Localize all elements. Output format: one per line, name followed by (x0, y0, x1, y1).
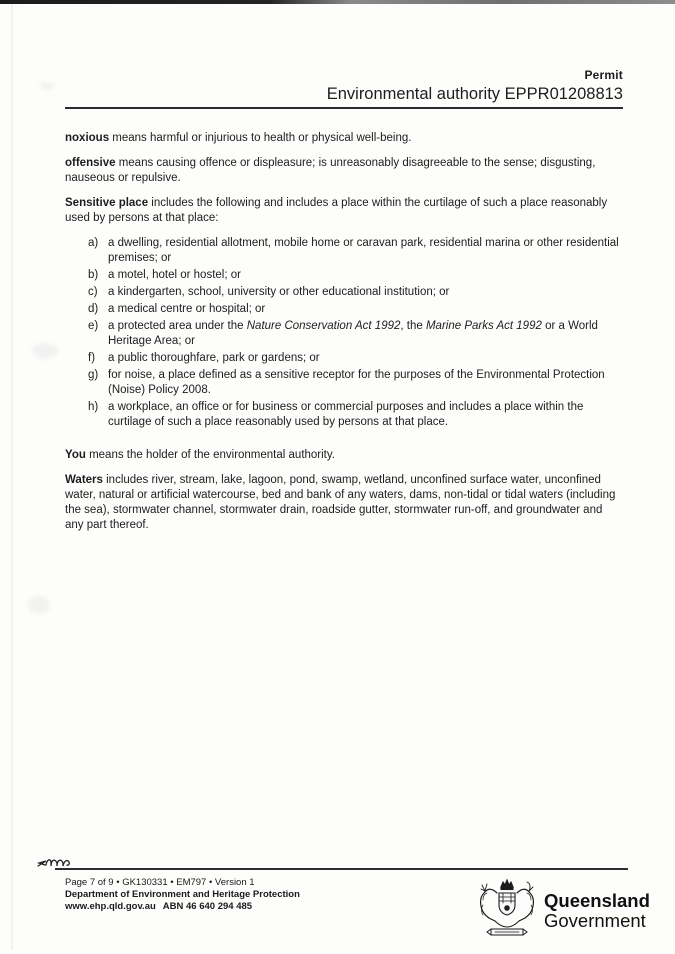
definition-text: includes river, stream, lake, lagoon, pond, swamp, wetland, unconfined surface water, unconfined water, natural or artificial watercourse, bed and bank of any waters, dams, non-tidal or tidal waters (including the sea), stormwater channel, stormwater drain, roadside gutter, stormwater run-off, and groundwater and any part thereof. (65, 474, 616, 531)
list-item-text: for noise, a place defined as a sensitive receptor for the purposes of the Environmental Protection (Noise) Policy 2008. (108, 369, 605, 396)
list-item (88, 319, 623, 349)
list-item-text-part: a protected area under the (108, 320, 247, 332)
list-item-text-part: or a World Heritage Area; or (108, 320, 598, 347)
definition-sensitive-place (65, 196, 623, 226)
definition-text: means causing offence or displeasure; is unreasonably disagreeable to the sense; disgusting, nauseous or repulsive. (65, 157, 596, 184)
coat-of-arms-icon (477, 877, 537, 945)
page-number-line: Page 7 of 9 • GK130331 • EM797 • Version 1 (65, 877, 255, 888)
logo-text-government: Government (544, 910, 646, 931)
document-header (65, 68, 623, 109)
definition-offensive (65, 156, 623, 186)
list-item-text: a kindergarten, school, university or other educational institution; or (108, 286, 450, 298)
list-item-text: a motel, hotel or hostel; or (108, 269, 241, 281)
footer-info (65, 877, 300, 913)
list-item-text: a public thoroughfare, park or gardens; or (108, 352, 320, 364)
permit-label: Permit (584, 68, 623, 82)
list-item-label: c) (88, 286, 98, 298)
queensland-government-logo (477, 877, 650, 945)
list-item-text-part: , the (400, 320, 426, 332)
scan-artifact-left-edge (11, 4, 13, 950)
definition-noxious (65, 131, 623, 146)
list-item-label: f) (88, 352, 96, 364)
list-item-label: h) (88, 401, 99, 413)
department-name: Department of Environment and Heritage Protection (65, 889, 300, 900)
list-item-label: a) (88, 237, 99, 249)
header-rule (65, 107, 623, 109)
scan-smudge (28, 596, 50, 614)
list-item (88, 268, 623, 283)
definition-text: means harmful or injurious to health or physical well-being. (109, 132, 412, 144)
scan-artifact-top-edge (0, 0, 675, 4)
spacer (65, 432, 623, 448)
definition-term: Sensitive place (65, 197, 149, 209)
sensitive-place-list (88, 236, 623, 430)
abn-number: ABN 46 640 294 485 (162, 901, 253, 912)
list-item-text: a medical centre or hospital; or (108, 303, 266, 315)
definition-waters (65, 473, 623, 533)
list-item-label: b) (88, 269, 99, 281)
list-item-text: a workplace, an office or for business or commercial purposes and includes a place within the curtilage of such a place reasonably used by persons at that place. (108, 401, 584, 428)
definition-text: means the holder of the environmental authority. (85, 449, 335, 461)
website-abn-line (65, 901, 300, 913)
list-item (88, 302, 623, 317)
definition-term: You (65, 449, 86, 461)
definition-term: Waters (65, 474, 103, 486)
list-item-label: e) (88, 320, 99, 332)
scan-smudge (32, 343, 58, 359)
list-item-label: d) (88, 303, 99, 315)
list-item (88, 368, 623, 398)
definition-text: includes the following and includes a place within the curtilage of such a place reasonably used by persons at that place: (65, 197, 608, 224)
act-title-italic: Nature Conservation Act 1992 (246, 320, 401, 332)
scan-smudge (40, 83, 54, 89)
definition-term: offensive (65, 157, 116, 169)
list-item-text: a dwelling, residential allotment, mobile home or caravan park, residential marina or other residential premises; or (108, 237, 619, 264)
list-item-label: g) (88, 369, 99, 381)
definition-you (65, 448, 623, 463)
list-item (88, 285, 623, 300)
definition-term: noxious (65, 132, 110, 144)
logo-text-queensland: Queensland (544, 890, 650, 911)
list-item (88, 351, 623, 366)
list-item (88, 400, 623, 430)
document-body (65, 131, 623, 543)
document-title: Environmental authority EPPR01208813 (326, 85, 623, 103)
list-item (88, 236, 623, 266)
list-item-text (108, 319, 623, 349)
logo-wordmark (544, 891, 650, 931)
footer-rule (55, 868, 628, 870)
act-title-italic: Marine Parks Act 1992 (425, 320, 542, 332)
department-website: www.ehp.qld.gov.au (65, 901, 156, 912)
